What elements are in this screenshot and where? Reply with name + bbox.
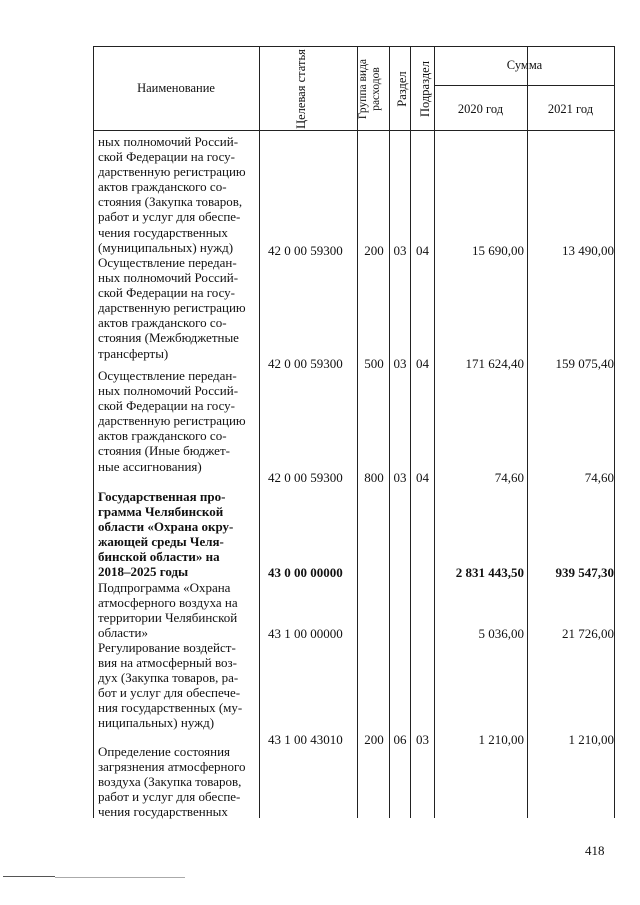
row-1-line: актов гражданского со- xyxy=(98,179,227,195)
row-3-line: стояния (Иные бюджет- xyxy=(98,443,230,459)
row-6-line: ниципальных) нужд) xyxy=(98,715,215,731)
row-5-sum-2020: 5 036,00 xyxy=(478,626,524,641)
row-7-line: воздуха (Закупка товаров, xyxy=(98,774,242,790)
row-2-subsection: 04 xyxy=(416,356,429,371)
header-sum: Сумма xyxy=(506,58,543,72)
row-1-group: 200 xyxy=(364,243,384,258)
row-6-group: 200 xyxy=(364,732,384,747)
row-4-line: грамма Челябинской xyxy=(98,504,224,520)
row-5-line: области» xyxy=(98,625,148,641)
row-7-line: Определение состояния xyxy=(98,744,231,759)
row-2-sum-2020: 171 624,40 xyxy=(465,356,524,371)
row-3-line: ской Федерации на госу- xyxy=(98,398,236,414)
row-2-line: актов гражданского со- xyxy=(98,315,227,331)
row-7-line: чения государственных xyxy=(98,804,228,820)
row-1-subsection: 04 xyxy=(416,243,429,258)
row-2-group: 500 xyxy=(364,356,384,371)
row-6-line: Регулирование воздейст- xyxy=(98,640,236,655)
row-3-code: 42 0 00 59300 xyxy=(268,470,343,485)
row-2-section: 03 xyxy=(393,356,407,371)
row-1-line: (муниципальных) нужд) xyxy=(98,239,234,255)
row-6-line: дух (Закупка товаров, ра- xyxy=(98,670,239,686)
row-1-line: чения государственных xyxy=(98,224,228,240)
row-5-line: Подпрограмма «Охрана xyxy=(98,580,231,595)
header-year-2021: 2021 год xyxy=(547,102,594,116)
row-5-name xyxy=(98,580,252,640)
table-border-left xyxy=(93,46,94,818)
row-7-name xyxy=(98,744,252,819)
row-4-sum-2021: 939 547,30 xyxy=(555,565,614,580)
sum-header-divider xyxy=(434,85,615,86)
row-3-section: 03 xyxy=(393,470,407,485)
header-subsection: Подраздел xyxy=(418,61,432,117)
row-1-line: работ и услуг для обеспе- xyxy=(98,209,241,225)
row-7-line: загрязнения атмосферного xyxy=(98,759,246,775)
row-1-line: стояния (Закупка товаров, xyxy=(98,194,243,210)
row-4-line: Государственная про- xyxy=(98,489,226,504)
row-1-name xyxy=(98,134,252,255)
row-1-code: 42 0 00 59300 xyxy=(268,243,343,258)
row-3-sum-2021: 74,60 xyxy=(584,470,614,485)
header-section: Раздел xyxy=(395,71,409,107)
row-2-line: дарственную регистрацию xyxy=(98,300,246,316)
row-2-line: Осуществление передан- xyxy=(98,255,237,270)
col-divider-section xyxy=(410,46,411,818)
table-border-right xyxy=(614,46,615,818)
row-1-line: ных полномочий Россий- xyxy=(98,134,239,149)
row-2-line: трансферты) xyxy=(98,345,169,361)
header-expense-group: Группа вида расходов xyxy=(357,58,382,120)
row-6-line: вия на атмосферный воз- xyxy=(98,655,238,671)
row-2-line: стояния (Межбюджетные xyxy=(98,330,239,346)
header-bottom-rule xyxy=(93,130,615,131)
col-divider-subsection xyxy=(434,46,435,818)
row-5-sum-2021: 21 726,00 xyxy=(562,626,614,641)
page-number: 418 xyxy=(585,843,605,858)
row-6-line: ния государственных (му- xyxy=(98,700,243,716)
row-2-code: 42 0 00 59300 xyxy=(268,356,343,371)
row-1-sum-2020: 15 690,00 xyxy=(472,243,524,258)
row-3-subsection: 04 xyxy=(416,470,429,485)
row-4-sum-2020: 2 831 443,50 xyxy=(455,565,524,580)
footnote-rule xyxy=(3,876,55,877)
row-6-section: 06 xyxy=(393,732,407,747)
header-name: Наименование xyxy=(137,81,215,95)
row-3-line: актов гражданского со- xyxy=(98,428,227,444)
row-4-line: жающей среды Челя- xyxy=(98,534,224,550)
row-5-line: атмосферного воздуха на xyxy=(98,595,238,611)
row-6-sum-2021: 1 210,00 xyxy=(568,732,614,747)
row-4-line: области «Охрана окру- xyxy=(98,519,234,535)
row-3-line: ных полномочий Россий- xyxy=(98,383,239,399)
row-1-section: 03 xyxy=(393,243,407,258)
row-6-line: бот и услуг для обеспече- xyxy=(98,685,241,701)
row-3-sum-2020: 74,60 xyxy=(494,470,524,485)
row-2-line: ных полномочий Россий- xyxy=(98,270,239,286)
row-2-line: ской Федерации на госу- xyxy=(98,285,236,301)
row-6-code: 43 1 00 43010 xyxy=(268,732,343,747)
row-3-group: 800 xyxy=(364,470,384,485)
row-6-subsection: 03 xyxy=(416,732,429,747)
col-divider-year xyxy=(527,46,528,818)
row-2-name xyxy=(98,255,252,361)
col-divider-group xyxy=(389,46,390,818)
row-4-code: 43 0 00 00000 xyxy=(268,565,343,580)
row-3-line: Осуществление передан- xyxy=(98,368,237,383)
row-3-line: ные ассигнования) xyxy=(98,458,202,474)
row-4-line: 2018–2025 годы xyxy=(98,564,189,580)
row-4-line: бинской области» на xyxy=(98,549,220,565)
row-6-sum-2020: 1 210,00 xyxy=(478,732,524,747)
col-divider-name xyxy=(259,46,260,818)
row-2-sum-2021: 159 075,40 xyxy=(555,356,614,371)
row-1-line: дарственную регистрацию xyxy=(98,164,246,180)
row-3-line: дарственную регистрацию xyxy=(98,413,246,429)
row-1-sum-2021: 13 490,00 xyxy=(562,243,614,258)
footnote-rule-extension xyxy=(55,877,185,878)
row-5-line: территории Челябинской xyxy=(98,610,238,626)
row-6-name xyxy=(98,640,252,731)
col-divider-code xyxy=(357,46,358,818)
budget-table xyxy=(93,46,615,818)
header-target-item: Целевая статья xyxy=(294,49,308,129)
header-year-2020: 2020 год xyxy=(457,102,504,116)
row-4-name xyxy=(98,489,252,580)
row-3-name xyxy=(98,368,252,474)
row-7-line: работ и услуг для обеспе- xyxy=(98,789,241,805)
table-border-top xyxy=(93,46,615,47)
row-5-code: 43 1 00 00000 xyxy=(268,626,343,641)
row-1-line: ской Федерации на госу- xyxy=(98,149,236,165)
